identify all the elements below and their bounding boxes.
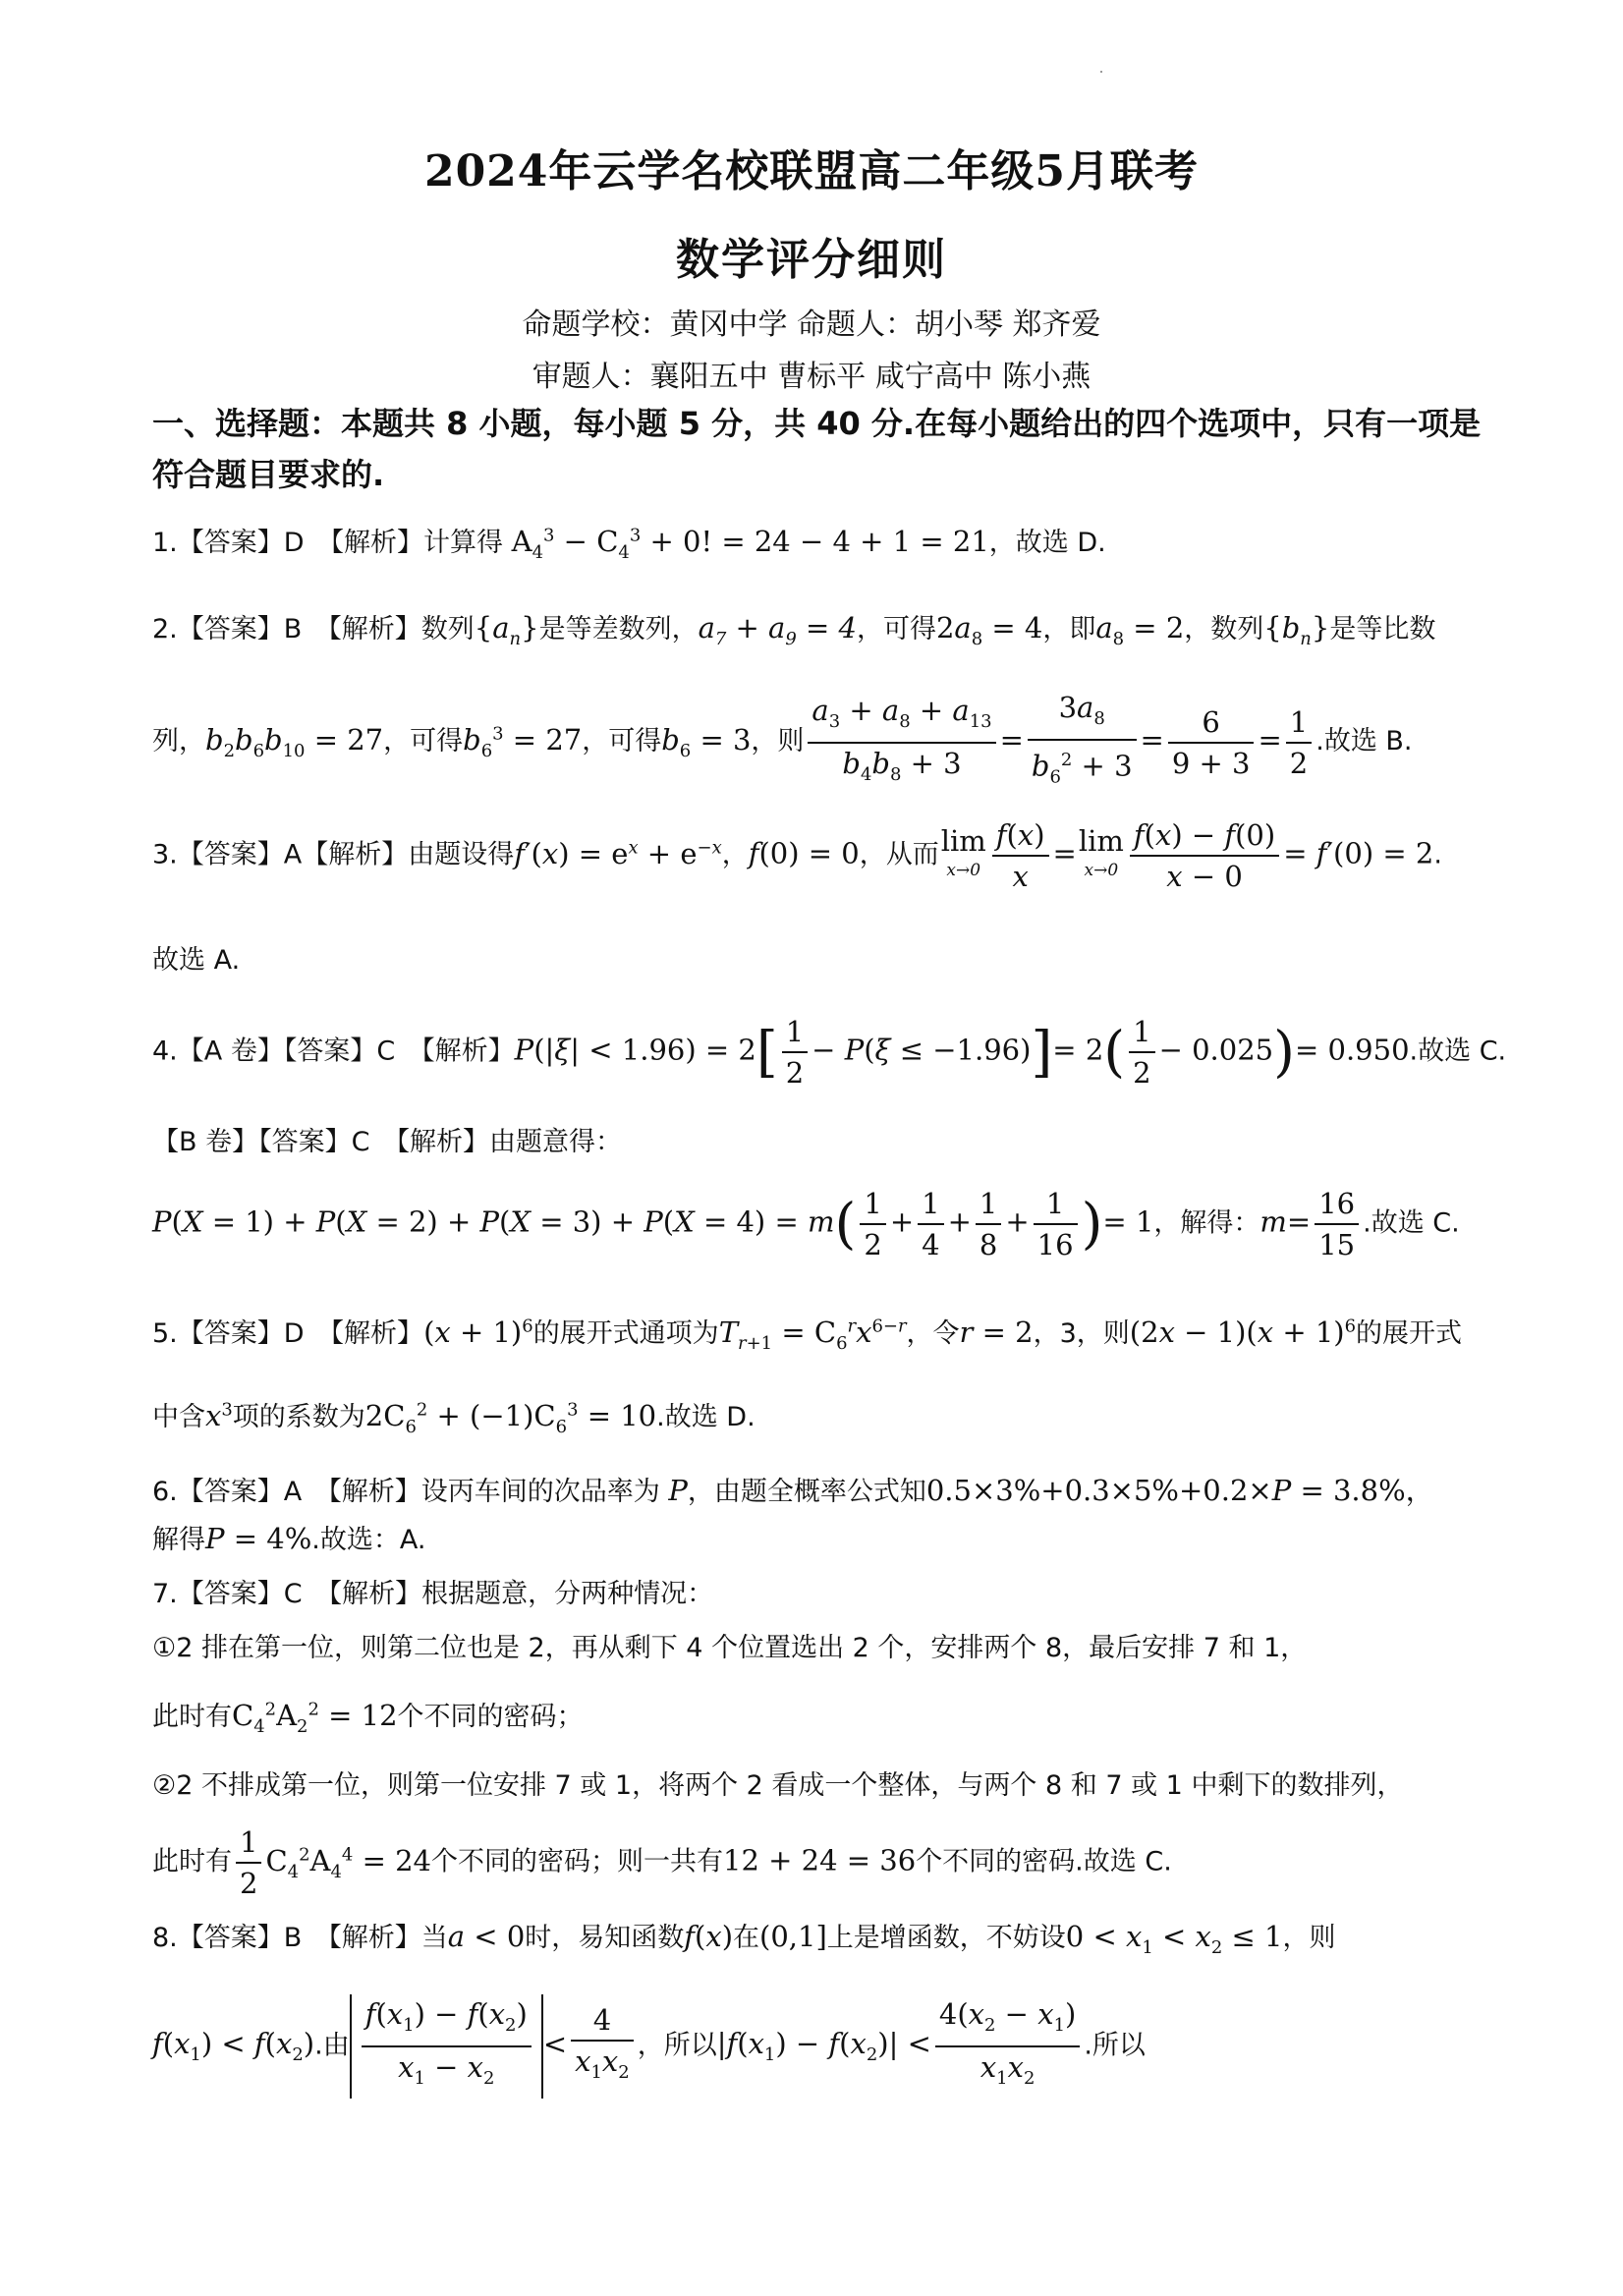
q2-lead: 2.【答案】B 【解析】数列 (152, 614, 475, 644)
q8-abs-frac: $\frac{f(x_1) - f(x_2)}{x_1 - x_2}$ (350, 1994, 543, 2099)
q2-eq-6: $b_6 = 3$ (661, 723, 752, 761)
q7-frac-half: $\frac{1}{2}$ (236, 1822, 261, 1903)
document-subtitle: 数学评分细则 (676, 235, 947, 285)
q3-lim-1: lim x→0 (940, 824, 986, 880)
q4-tail: .故选 C. (1409, 1036, 1507, 1067)
q7-c1b-a: 此时有 (152, 1702, 232, 1732)
q6-l2-a: 解得 (152, 1525, 205, 1555)
q8-abs-diff: $|f(x_1) - f(x_2)|$ < (716, 2027, 931, 2066)
q2-frac-3: $\frac{6}{9 + 3}$ (1168, 702, 1255, 783)
q2-frac-4: $\frac{1}{2}$ (1286, 702, 1312, 783)
q2-eq-5: $b_6^3 = 27$ (463, 723, 583, 761)
q6-result: P = 4% (205, 1522, 312, 1555)
q7-count-2: $C_4^2A_4^4 = 24$ (265, 1843, 431, 1882)
q2-seq-b: $\{b_n\}$ (1263, 611, 1330, 649)
q3-text: ，从而 (859, 839, 939, 870)
q6-lead: 6.【答案】A 【解析】设丙车间的次品率为 (152, 1477, 669, 1507)
q3-result: = f′(0) = 2 (1283, 836, 1434, 870)
question-3: 3.【答案】A【解析】由题设得$f'(x) = e^x + e^{-x}$，f(0) = 0，从而 lim x→0 $\frac{f(x)}{x}$ = lim x→0 $\frac{f(x) - f(0)}{x - 0}$ = f′(0) = 2. (152, 815, 1488, 896)
q3-lim-2: lim x→0 (1078, 824, 1124, 880)
q8-ineq: $0 < x_1 < x_2 \le 1$ (1065, 1920, 1283, 1958)
q4b-tail: .故选 C. (1363, 1207, 1460, 1239)
q2-frac-2: $\frac{3a_8}{b_6^2 + 3}$ (1028, 688, 1137, 797)
q2-seq-a: $\{a_n\}$ (474, 611, 539, 649)
question-7-case-1b (152, 1695, 1488, 1737)
q3-frac-1: $\frac{f(x)}{x}$ (992, 815, 1049, 896)
q6-l2-b: .故选：A. (311, 1525, 426, 1555)
question-7-case-2b (152, 1822, 1488, 1903)
q4b-frac-2: $\frac{1}{4}$ (918, 1184, 943, 1264)
q5-lead: 5.【答案】D 【解析】 (152, 1318, 424, 1349)
q7-c2b-a: 此时有 (152, 1846, 232, 1877)
question-3-line-2: 故选 A. (152, 945, 241, 976)
question-4a: 4.【A 卷】【答案】C 【解析】P(|ξ| < 1.96) = 2[ $\frac{1}{2}$ − P(ξ ≤ −1.96)]= 2( $\frac{1}{2}$ − 0.025)= 0.950.故选 C. (152, 1012, 1488, 1092)
q2-eq-2: $2a_8 = 4$ (935, 611, 1043, 649)
q5-x3: $x^3$ (205, 1399, 233, 1432)
q3-sep: ， (721, 839, 749, 870)
q8-f-ineq: $f(x_1) < f(x_2)$ (152, 2027, 315, 2066)
q2-frac-1: $\frac{a_3 + a_8 + a_{13}}{b_4b_8 + 3}$ (808, 691, 995, 795)
q2-text-2: ，可得 (856, 614, 936, 644)
question-6: 6.【答案】A 【解析】设丙车间的次品率为 P，由题全概率公式知0.5×3%+0.3×5%+0.2×P = 3.8%， (152, 1474, 1434, 1507)
q7-c2b-b: 个不同的密码；则一共有 (431, 1846, 723, 1877)
q6-text-1: ，由题全概率公式知 (687, 1477, 926, 1507)
q4-lead: 4.【A 卷】【答案】C 【解析】 (152, 1036, 515, 1067)
q7-c2b-c: 个不同的密码.故选 C. (916, 1846, 1172, 1877)
question-8 (152, 1916, 1488, 1958)
q4b-frac-1: $\frac{1}{2}$ (860, 1184, 885, 1264)
q8-text-3: 上是增函数，不妨设 (826, 1923, 1066, 1953)
q4b-frac-4: $\frac{1}{16}$ (1034, 1184, 1078, 1264)
q3-tail: . (1433, 839, 1442, 870)
q1-tail: ，故选 D. (988, 528, 1106, 558)
q4-result: = 0.950 (1294, 1033, 1410, 1067)
q7-count-1: $C_4^2A_2^2 = 12$ (232, 1699, 398, 1737)
q2-text-4: ，数列 (1184, 614, 1264, 644)
q8-text-4: ，则 (1282, 1923, 1336, 1953)
question-7: 7.【答案】C 【解析】根据题意，分两种情况： (152, 1579, 714, 1609)
q5-l2-b: 项的系数为 (232, 1402, 365, 1432)
q2-eq-1: $a_7 + a_9 = 4$ (698, 611, 857, 649)
question-2 (152, 607, 1488, 649)
reviewer-line: 审题人：襄阳五中 曹标平 咸宁高中 陈小燕 (532, 360, 1091, 394)
q2-l2-b: ，可得 (383, 726, 464, 757)
q2-text-3: ，即 (1042, 614, 1096, 644)
q4b-frac-3: $\frac{1}{8}$ (976, 1184, 1001, 1264)
q8-frac-bound-2: $\frac{4(x_2 - x_1)}{x_1x_2}$ (935, 1994, 1080, 2099)
q2-eq-3: $a_8 = 2$ (1095, 611, 1185, 649)
q3-deriv: $f'(x) = e^x + e^{-x}$ (514, 836, 722, 870)
q3-frac-2: $\frac{f(x) - f(0)}{x - 0}$ (1130, 815, 1279, 896)
section-heading: 一、选择题：本题共 8 小题，每小题 5 分，共 40 分.在每小题给出的四个选项中，只有一项是符合题目要求的. (152, 405, 1482, 493)
q4-formula-a: P(|ξ| < 1.96) = 2 (514, 1033, 756, 1067)
q8-l2-a: .由 (314, 2030, 350, 2061)
q8-lead: 8.【答案】B 【解析】当 (152, 1923, 448, 1953)
q8-interval: (0,1] (759, 1920, 827, 1953)
q5-text-4: 的展开式 (1356, 1318, 1463, 1349)
q8-text-1: 时，易知函数 (525, 1923, 685, 1953)
scan-speck (1100, 71, 1102, 73)
q8-l2-b: ，所以 (637, 2030, 717, 2061)
q7-c1b-b: 个不同的密码； (397, 1702, 584, 1732)
q5-l2-a: 中含 (152, 1402, 205, 1432)
q8-l2-c: .所以 (1084, 2030, 1146, 2061)
q2-l2-c: ，可得 (582, 726, 662, 757)
q1-formula: $A_4^3 - C_4^3 + 0$! = 24 − 4 + 1 = 21 (511, 525, 989, 563)
q4b-frac-m: $\frac{16}{15}$ (1315, 1184, 1359, 1264)
question-5 (152, 1312, 1488, 1354)
q5-text-2: ，令 (906, 1318, 960, 1349)
q4b-m: m (1259, 1204, 1287, 1239)
q4b-text: ，解得： (1153, 1207, 1260, 1239)
q1-lead: 1.【答案】D 【解析】计算得 (152, 528, 512, 558)
question-7-case-2: ②2 不排成第一位，则第一位安排 7 或 1，将两个 2 看成一个整体，与两个 8 和 7 或 1 中剩下的数排列， (152, 1770, 1404, 1801)
q8-fx: f(x) (684, 1920, 734, 1953)
q5-product: $(2x - 1)(x + 1)^6$ (1129, 1316, 1357, 1349)
q2-text-5: 是等比数 (1329, 614, 1436, 644)
q4b-formula: P(X = 1) + P(X = 2) + P(X = 3) + P(X = 4) = m (152, 1204, 835, 1239)
q6-p: P (668, 1474, 688, 1507)
q7-total: 12 + 24 = 36 (723, 1843, 917, 1877)
question-2-line-2: 列，$b_2b_6b_{10} = 27$，可得$b_6^3 = 27$，可得$b_6 = 3$，则 $\frac{a_3 + a_8 + a_{13}}{b_4b_8 + 3}$ = $\frac{3a_8}{b_6^2 + 3}$ = $\frac{6}{9 + 3}$ = $\frac{1}{2}$ .故选 B. (152, 688, 1488, 797)
question-1 (152, 521, 1488, 563)
q5-r: r = 2 (959, 1316, 1034, 1349)
q5-coef: $2C_6^2 + (-1)C_6^3 = 10$ (364, 1399, 657, 1437)
question-7-case-1: ①2 排在第一位，则第二位也是 2，再从剩下 4 个位置选出 2 个，安排两个 8，最后安排 7 和 1， (152, 1633, 1308, 1663)
q5-text-1: 的展开式通项为 (532, 1318, 719, 1349)
question-4b: P(X = 1) + P(X = 2) + P(X = 3) + P(X = 4) = m( $\frac{1}{2}$ + $\frac{1}{4}$ + $\frac{1}{8}$ + $\frac{1}{16}$ )= 1，解得：m= $\frac{16}{15}$ .故选 C. (152, 1184, 1488, 1264)
q5-text-3: ，3，则 (1033, 1318, 1130, 1349)
q2-text-1: 是等差数列， (538, 614, 699, 644)
question-5-line-2 (152, 1395, 1488, 1437)
q4-frac-half-1: $\frac{1}{2}$ (782, 1012, 808, 1092)
document-title: 2024年云学名校联盟高二年级5月联考 (423, 146, 1200, 196)
q5-binom: $(x + 1)^6$ (423, 1316, 533, 1349)
q6-formula: 0.5×3%+0.3×5%+0.2×P = 3.8% (925, 1474, 1406, 1507)
q3-f0: f(0) = 0 (748, 836, 860, 870)
question-4b-lead: 【B 卷】【答案】C 【解析】由题意得： (152, 1127, 622, 1157)
q8-frac-bound: $\frac{4}{x_1x_2}$ (571, 2000, 634, 2093)
q2-eq-4: $b_2b_6b_{10} = 27$ (205, 723, 384, 761)
q5-term: $T_{r+1} = C_6^rx^{6-r}$ (718, 1316, 907, 1354)
question-8-line-2: $f(x_1) < f(x_2)$.由 $\frac{f(x_1) - f(x_2)}{x_1 - x_2}$ < $\frac{4}{x_1x_2}$ ，所以$|f(x_1) - f(x_2)|$ < $\frac{4(x_2 - x_1)}{x_1x_2}$ .所以 (152, 1994, 1488, 2099)
q4-frac-half-2: $\frac{1}{2}$ (1129, 1012, 1154, 1092)
q2-l2-d: ，则 (751, 726, 805, 757)
author-line: 命题学校：黄冈中学 命题人：胡小琴 郑齐爱 (522, 308, 1101, 342)
q2-tail: .故选 B. (1315, 726, 1413, 757)
q3-lead: 3.【答案】A【解析】由题设得 (152, 839, 515, 870)
question-6-line-2 (152, 1518, 1488, 1556)
q4-formula-b: − P(ξ ≤ −1.96) (812, 1033, 1032, 1067)
q8-text-2: 在 (733, 1923, 760, 1953)
q8-a: a < 0 (447, 1920, 526, 1953)
q5-tail: .故选 D. (656, 1402, 756, 1432)
q2-l2-a: 列， (152, 726, 205, 757)
